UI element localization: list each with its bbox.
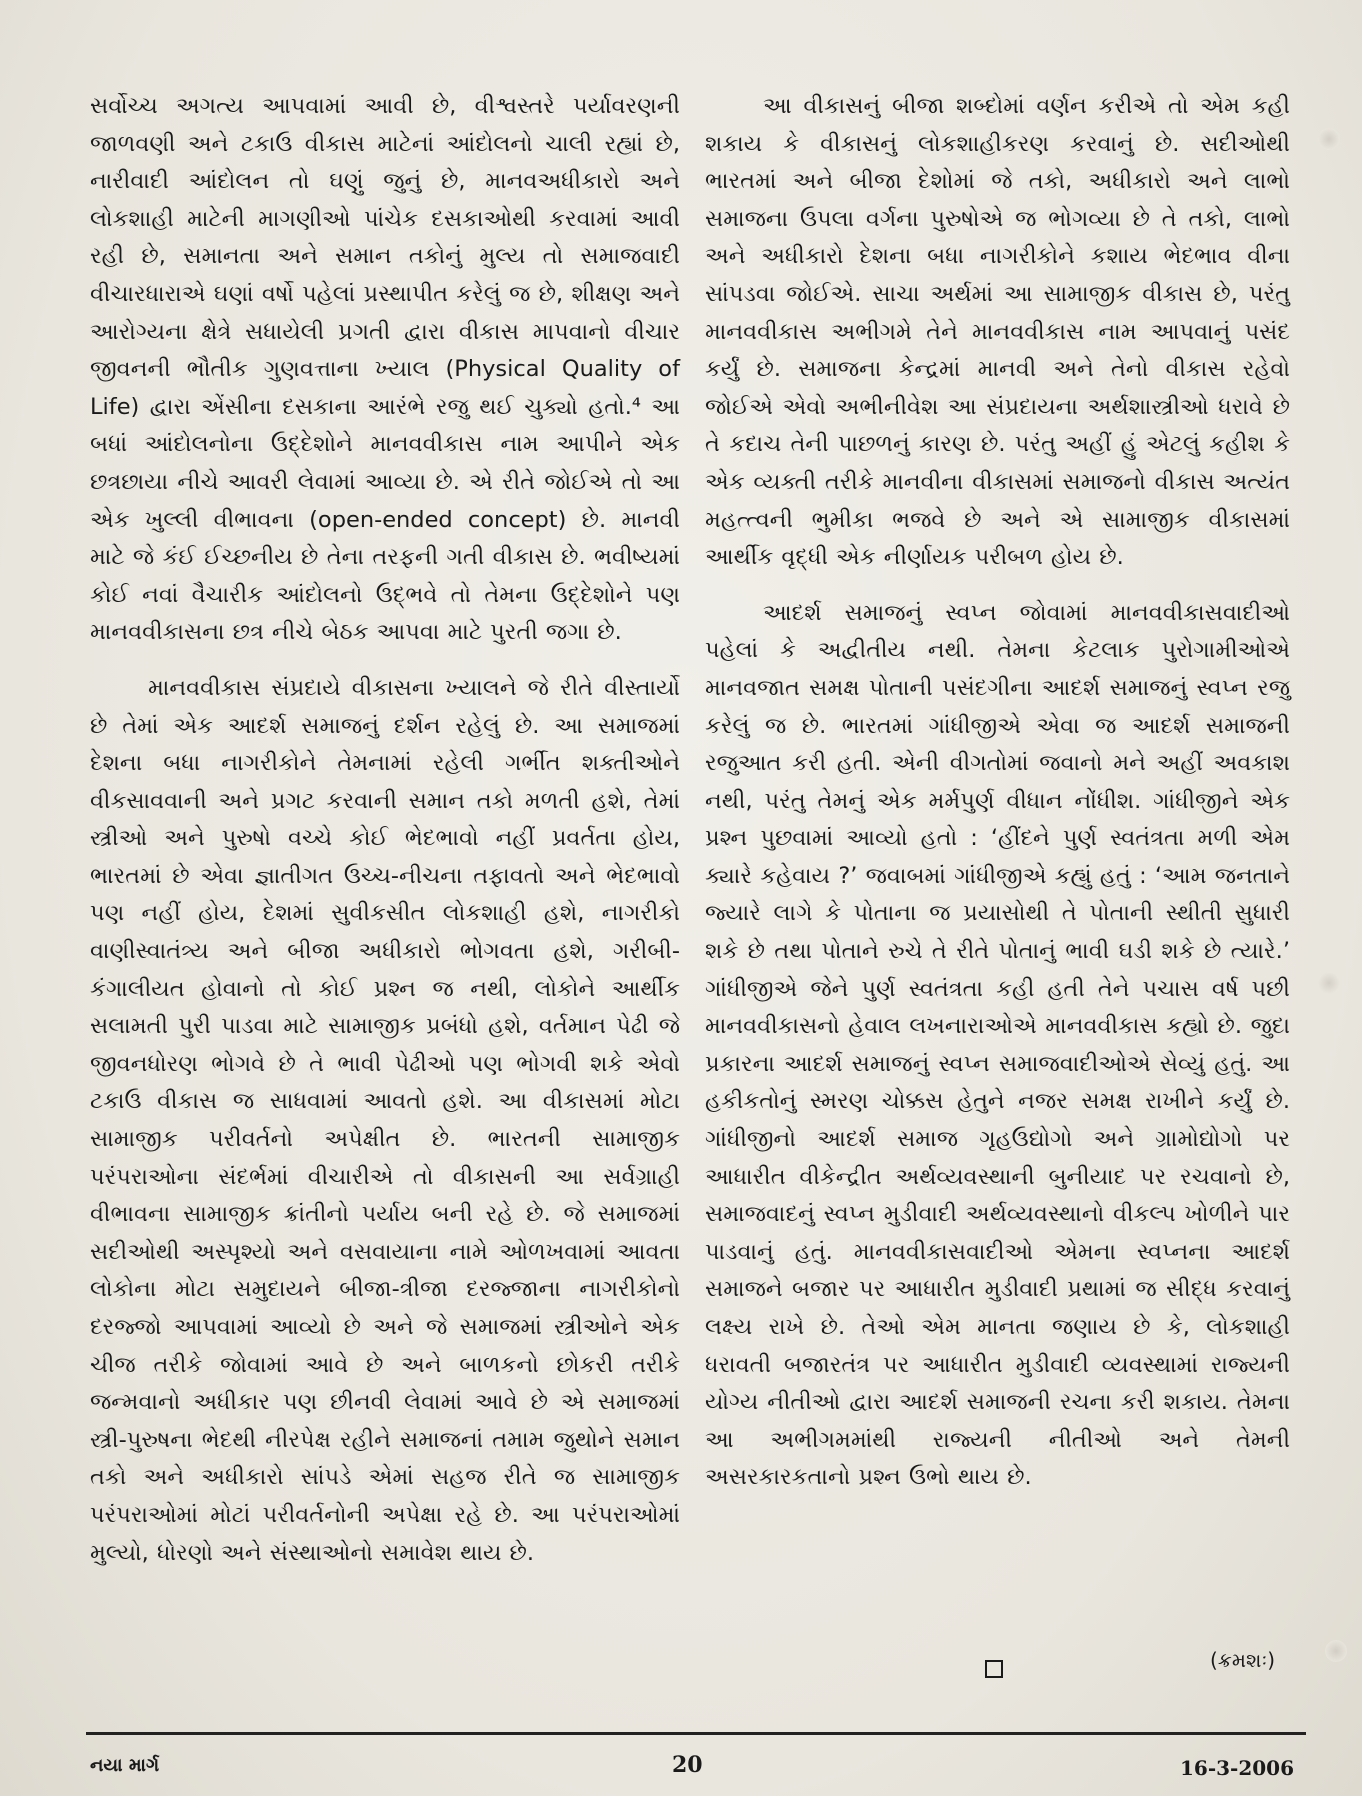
- left-column: [90, 88, 680, 1572]
- staple-hole: [1325, 1640, 1347, 1662]
- paragraph: આ વીકાસનું બીજા શબ્દોમાં વર્ણન કરીએ તો એમ કહી શકાય કે વીકાસનું લોકશાહીકરણ કરવાનું છે. સદીઓથી ભારતમાં અને બીજા દેશોમાં જે તકો, અધીકારો અને લાભો સમાજના ઉપલા વર્ગના પુરુષોએ જ ભોગવ્યા છે તે તકો, લાભો અને અધીકારો દેશના બધા નાગરીકોને કશાય ભેદભાવ વીના સાંપડવા જોઈએ. સાચા અર્થમાં આ સામાજીક વીકાસ છે, પરંતુ માનવવીકાસ અભીગમે તેને માનવવીકાસ નામ આપવાનું પસંદ કર્યું છે. સમાજના કેન્દ્રમાં માનવી અને તેનો વીકાસ રહેવો જોઈએ એવો અભીનીવેશ આ સંપ્રદાયના અર્થશાસ્ત્રીઓ ધરાવે છે તે કદાચ તેની પાછળનું કારણ છે. પરંતુ અહીં હું એટલું કહીશ કે એક વ્યક્તી તરીકે માનવીના વીકાસમાં સમાજનો વીકાસ અત્યંત મહત્ત્વની ભુમીકા ભજવે છે અને એ સામાજીક વીકાસમાં આર્થીક વૃદ્ધી એક નીર્ણાયક પરીબળ હોય છે.: [705, 93, 1290, 571]
- issue-date: 16-3-2006: [1180, 1756, 1295, 1780]
- page-number: 20: [672, 1752, 703, 1778]
- right-column: [705, 88, 1290, 1497]
- staple-hole: [1318, 128, 1340, 150]
- end-of-article-marker: [985, 1660, 1003, 1678]
- continuation-note: (ક્રમશઃ): [1210, 1648, 1276, 1672]
- staple-hole: [1318, 972, 1340, 994]
- paragraph: સર્વોચ્ચ અગત્ય આપવામાં આવી છે, વીશ્વસ્તરે પર્યાવરણની જાળવણી અને ટકાઉ વીકાસ માટેનાં આંદોલનો ચાલી રહ્યાં છે, નારીવાદી આંદોલન તો ઘણું જુનું છે, માનવઅધીકારો અને લોકશાહી માટેની માગણીઓ પાંચેક દસકાઓથી કરવામાં આવી રહી છે, સમાનતા અને સમાન તકોનું મુલ્ય તો સમાજવાદી વીચારધારાએ ઘણાં વર્ષો પહેલાં પ્રસ્થાપીત કરેલું જ છે, શીક્ષણ અને આરોગ્યના ક્ષેત્રે સધાયેલી પ્રગતી દ્વારા વીકાસ માપવાનો વીચાર જીવનની ભૌતીક ગુણવત્તાના ખ્યાલ (Physical Quality of Life) દ્વારા એંસીના દસકાના આરંભે રજુ થઈ ચુક્યો હતો.⁴ આ બધાં આંદોલનોના ઉદ્દેશોને માનવવીકાસ નામ આપીને એક છત્રછાયા નીચે આવરી લેવામાં આવ્યા છે. એ રીતે જોઈએ તો આ એક ખુલ્લી વીભાવના (open-ended concept) છે. માનવી માટે જે કંઈ ઈચ્છનીય છે તેના તરફની ગતી વીકાસ છે. ભવીષ્યમાં કોઈ નવાં વૈચારીક આંદોલનો ઉદ્ભવે તો તેમના ઉદ્દેશોને પણ માનવવીકાસના છત્ર નીચે બેઠક આપવા માટે પુરતી જગા છે.: [90, 93, 680, 646]
- magazine-name: નયા માર્ગ: [90, 1755, 160, 1776]
- footer-rule: [86, 1732, 1306, 1735]
- paragraph: માનવવીકાસ સંપ્રદાયે વીકાસના ખ્યાલને જે રીતે વીસ્તાર્યો છે તેમાં એક આદર્શ સમાજનું દર્શન રહેલું છે. આ સમાજમાં દેશના બધા નાગરીકોને તેમનામાં રહેલી ગર્ભીત શક્તીઓને વીકસાવવાની અને પ્રગટ કરવાની સમાન તકો મળતી હશે, તેમાં સ્ત્રીઓ અને પુરુષો વચ્ચે કોઈ ભેદભાવો નહીં પ્રવર્તતા હોય, ભારતમાં છે એવા જ્ઞાતીગત ઉચ્ચ-નીચના તફાવતો અને ભેદભાવો પણ નહીં હોય, દેશમાં સુવીકસીત લોકશાહી હશે, નાગરીકો વાણીસ્વાતંત્ર્ય અને બીજા અધીકારો ભોગવતા હશે, ગરીબી-કંગાલીયત હોવાનો તો કોઈ પ્રશ્ન જ નથી, લોકોને આર્થીક સલામતી પુરી પાડવા માટે સામાજીક પ્રબંધો હશે, વર્તમાન પેઢી જે જીવનધોરણ ભોગવે છે તે ભાવી પેઢીઓ પણ ભોગવી શકે એવો ટકાઉ વીકાસ જ સાધવામાં આવતો હશે. આ વીકાસમાં મોટા સામાજીક પરીવર્તનો અપેક્ષીત છે. ભારતની સામાજીક પરંપરાઓના સંદર્ભમાં વીચારીએ તો વીકાસની આ સર્વગ્રાહી વીભાવના સામાજીક ક્રાંતીનો પર્યાય બની રહે છે. જે સમાજમાં સદીઓથી અસ્પૃશ્યો અને વસવાયાના નામે ઓળખવામાં આવતા લોકોના મોટા સમુદાયને બીજા-ત્રીજા દરજ્જાના નાગરીકોનો દરજ્જો આપવામાં આવ્યો છે અને જે સમાજમાં સ્ત્રીઓને એક ચીજ તરીકે જોવામાં આવે છે અને બાળકનો છોકરી તરીકે જન્મવાનો અધીકાર પણ છીનવી લેવામાં આવે છે એ સમાજમાં સ્ત્રી-પુરુષના ભેદથી નીરપેક્ષ રહીને સમાજનાં તમામ જુથોને સમાન તકો અને અધીકારો સાંપડે એમાં સહજ રીતે જ સામાજીક પરંપરાઓમાં મોટાં પરીવર્તનોની અપેક્ષા રહે છે. આ પરંપરાઓમાં મુલ્યો, ધોરણો અને સંસ્થાઓનો સમાવેશ થાય છે.: [90, 674, 680, 1566]
- paragraph: આદર્શ સમાજનું સ્વપ્ન જોવામાં માનવવીકાસવાદીઓ પહેલાં કે અદ્વીતીય નથી. તેમના કેટલાક પુરોગામીઓએ માનવજાત સમક્ષ પોતાની પસંદગીના આદર્શ સમાજનું સ્વપ્ન રજુ કરેલું જ છે. ભારતમાં ગાંધીજીએ એવા જ આદર્શ સમાજની રજુઆત કરી હતી. એની વીગતોમાં જવાનો મને અહીં અવકાશ નથી, પરંતુ તેમનું એક મર્મપુર્ણ વીધાન નોંધીશ. ગાંધીજીને એક પ્રશ્ન પુછવામાં આવ્યો હતો : ‘હીંદને પુર્ણ સ્વતંત્રતા મળી એમ ક્યારે કહેવાય ?’ જવાબમાં ગાંધીજીએ કહ્યું હતું : ‘આમ જનતાને જ્યારે લાગે કે પોતાના જ પ્રયાસોથી તે પોતાની સ્થીતી સુધારી શકે છે તથા પોતાને રુચે તે રીતે પોતાનું ભાવી ઘડી શકે છે ત્યારે.’ ગાંધીજીએ જેને પુર્ણ સ્વતંત્રતા કહી હતી તેને પચાસ વર્ષ પછી માનવવીકાસનો હેવાલ લખનારાઓએ માનવવીકાસ કહ્યો છે. જુદા પ્રકારના આદર્શ સમાજનું સ્વપ્ન સમાજવાદીઓએ સેવ્યું હતું. આ હકીકતોનું સ્મરણ ચોક્કસ હેતુને નજર સમક્ષ રાખીને કર્યું છે. ગાંધીજીનો આદર્શ સમાજ ગૃહઉદ્યોગો અને ગ્રામોદ્યોગો પર આધારીત વીકેન્દ્રીત અર્થવ્યવસ્થાની બુનીયાદ પર રચવાનો છે, સમાજવાદનું સ્વપ્ન મુડીવાદી અર્થવ્યવસ્થાનો વીકલ્પ ખોળીને પાર પાડવાનું હતું. માનવવીકાસવાદીઓ એમના સ્વપ્નના આદર્શ સમાજને બજાર પર આધારીત મુડીવાદી પ્રથામાં જ સીદ્ધ કરવાનું લક્ષ્ય રાખે છે. તેઓ એમ માનતા જણાય છે કે, લોકશાહી ધરાવતી બજારતંત્ર પર આધારીત મુડીવાદી વ્યવસ્થામાં રાજ્યની યોગ્ય નીતીઓ દ્વારા આદર્શ સમાજની રચના કરી શકાય. તેમના આ અભીગમમાંથી રાજ્યની નીતીઓ અને તેમની અસરકારકતાનો પ્રશ્ન ઉભો થાય છે.: [705, 599, 1290, 1491]
